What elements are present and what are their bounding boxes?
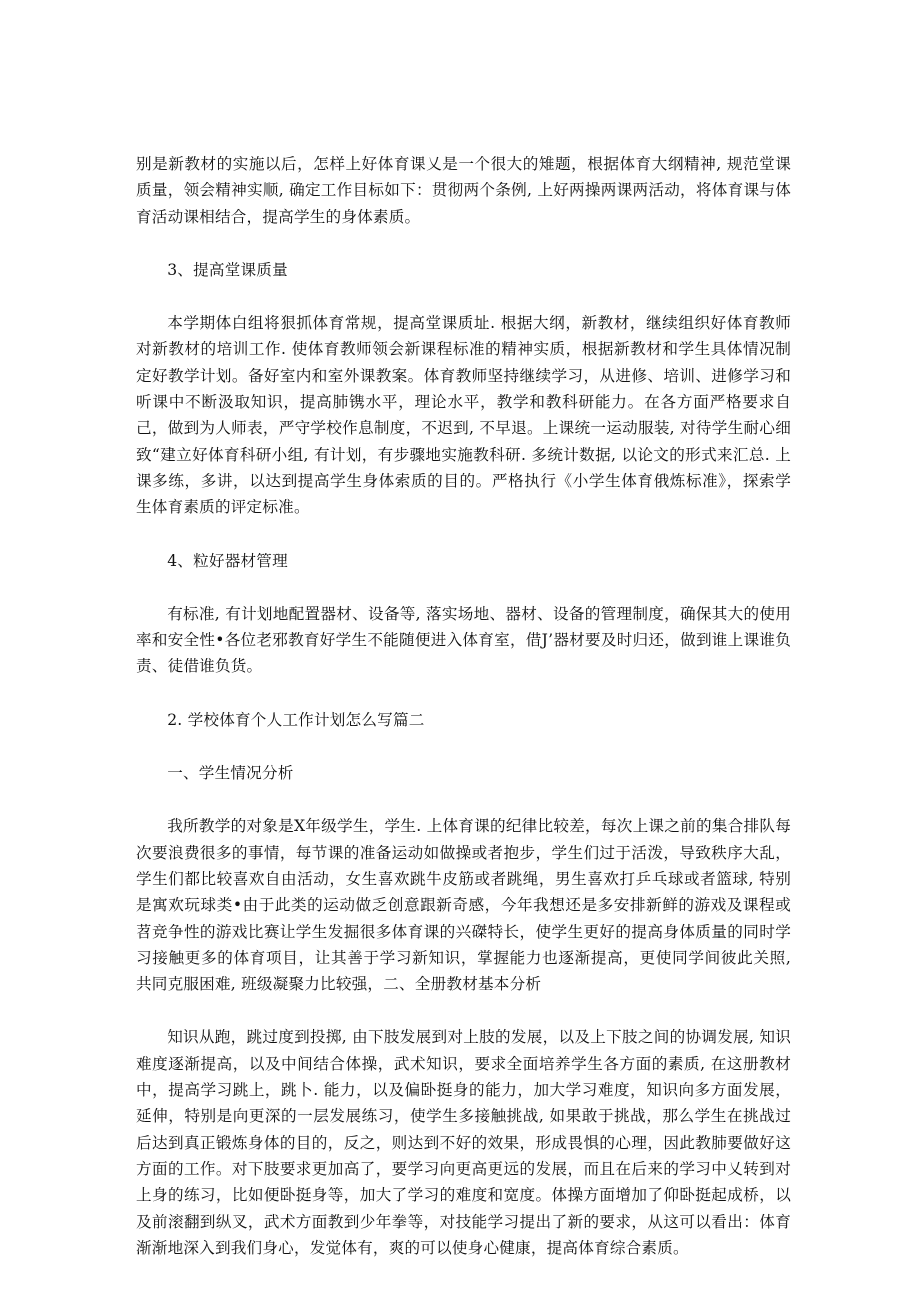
heading-section-two: 2. 学校体育个人工作计划怎么写篇二 [167,710,425,729]
heading-improve-class-quality: 3、提高堂课质量 [167,260,288,279]
spacer [136,786,791,813]
spacer [136,230,791,257]
spacer [136,680,791,707]
document-body [136,151,791,1261]
paragraph-teaching-goals: 别是新教材的实施以后，怎样上好体育课乂是一个很大的雉题，根据体育大纲精神, 规范堂课质量，领会精神实顺, 确定工作目标如下：贯彻两个条例, 上好两操两课两活动，将体育课与体育活动课相结合，提高学生的身体素质。 [136,155,791,226]
heading-student-analysis: 一、学生情况分析 [167,764,294,783]
spacer [136,997,791,1024]
spacer [136,574,791,601]
spacer [136,521,791,548]
paragraph-class-quality: 本学期体白组将狠抓体育常规，提高堂课质址. 根据大纲，新教材，继续组织好体育教师对新教材的培训工作. 使体育教师领会新课程标准的精神实质，根据新教材和学生具体情况制定好教学计划。备好室内和室外课教案。体育教师坚持继续学习，从进修、培训、进修学习和听课中不断汲取知识，提高肺镌水平，理论水平，教学和教科研能力。在各方面严格要求自己，做到为人师表，严守学校作息制度，不迟到, 不早退。上课统一运动服装, 对待学生耐心细致“建立好体育科研小组, 有计划，有步骤地实施教科研. 多统计数据, 以论文的形式来汇总. 上课多练，多讲，以达到提高学生身体索质的目的。严格执行《小学生体育俄炼标准》，探索学生体育素质的评定标准。 [136,314,791,517]
paragraph-student-analysis: 我所教学的对象是X年级学生，学生. 上体育课的纪律比较差，每次上课之前的集合排队每次要浪费很多的事情，每节课的准备运动如做操或者抱步，学生们过于活泼，导致秩序大乱，学生们都比较喜欢自由活动，女生喜欢跳牛皮筋或者跳绳，男生喜欢打乒乓球或者篮球, 特别是寓欢玩球类•由于此类的运动做乏创意跟新奇感，今年我想还是多安排新鲜的游戏及课程或苕竞争性的游戏比赛让学生发掘很多体育课的兴磔特长，使学生更好的提高身体质量的同时学习接触更多的体育项目，让其善于学习新知识，掌握能力也逐渐提高，更使同学间彼此关照, 共同克服困难, 班级凝聚力比较强，二、全册教材基本分析 [136,817,791,994]
spacer [136,283,791,310]
paragraph-curriculum-analysis: 知识从跑，跳过度到投掷, 由下肢发展到对上肢的发展，以及上下肢之间的协调发展, 知识难度逐渐提高，以及中间结合体操，武术知识，要求全面培养学生各方面的素质, 在这册教材中，提高学习跳上，跳卜. 能力，以及偏卧挺身的能力，加大学习难度，知识向多方面发展，延伸，特别是向更深的一层发展练习，使学生多接触挑战, 如果敢于挑战，那么学生在挑战过后达到真正锻炼身体的目的，反之，则达到不好的效果，形成畏惧的心理，因此教肺要做好这方面的工作。对下肢要求更加高了，要学习向更高更远的发展，而且在后来的学习中乂转到对上身的练习，比如便卧挺身等，加大了学习的难度和宽度。体操方面增加了仰卧挺起成桥，以及前滚翻到纵叉，武术方面教到少年拳等，对技能学习提出了新的要求，从这可以看出：体育渐渐地深入到我们身心，发觉体有，爽的可以使身心健康，提高体育综合素质。 [136,1028,791,1257]
paragraph-equipment-management: 有标准, 有计划地配置器材、设备等, 落实场地、器材、设备的管理制度，确保其大的使用率和安全性•各位老邪教育好学生不能随便进入体育室，借J’器材要及时归还，做到谁上课谁负责、徒借谁负货。 [136,604,791,676]
spacer [136,733,791,760]
heading-equipment-management: 4、粒好器材管理 [167,551,288,570]
